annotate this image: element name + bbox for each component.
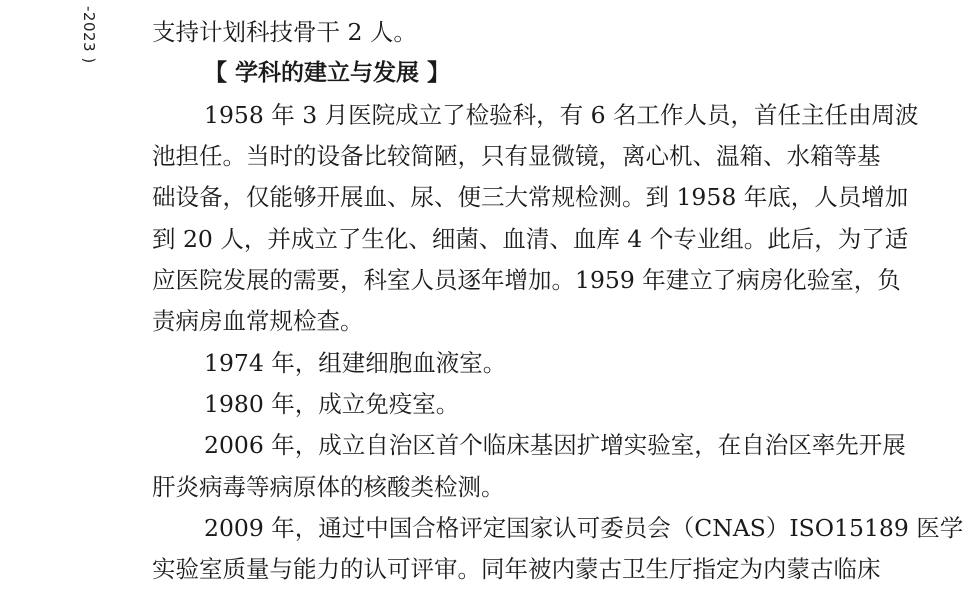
paragraph-first-line: 1980 年，成立免疫室。 [204,390,460,418]
body-line: 池担任。当时的设备比较简陋，只有显微镜，离心机、温箱、水箱等基 [152,142,881,170]
paragraph-first-line: 2006 年，成立自治区首个临床基因扩增实验室，在自治区率先开展 [204,431,906,459]
margin-running-label-text: -2023 ) [80,6,98,64]
body-line: 到 20 人，并成立了生化、细菌、血清、血库 4 个专业组。此后，为了适 [152,225,909,253]
cropped-previous-line [152,0,980,2]
body-line: 实验室质量与能力的认可评审。同年被内蒙古卫生厅指定为内蒙古临床 [152,555,881,583]
section-heading: 【 学科的建立与发展 】 [204,60,451,86]
body-line: 责病房血常规检查。 [152,307,364,335]
margin-running-label [80,0,104,70]
body-line: 应医院发展的需要，科室人员逐年增加。1959 年建立了病房化验室，负 [152,266,901,294]
paragraph-first-line: 1958 年 3 月医院成立了检验科，有 6 名工作人员，首任主任由周波 [204,101,919,129]
paragraph-first-line: 2009 年，通过中国合格评定国家认可委员会（CNAS）ISO15189 医学 [204,514,964,542]
body-line: 础设备，仅能够开展血、尿、便三大常规检测。到 1958 年底，人员增加 [152,183,909,211]
body-line: 支持计划科技骨干 2 人。 [152,18,417,46]
body-line: 肝炎病毒等病原体的核酸类检测。 [152,473,505,501]
paragraph-first-line: 1974 年，组建细胞血液室。 [204,349,507,377]
